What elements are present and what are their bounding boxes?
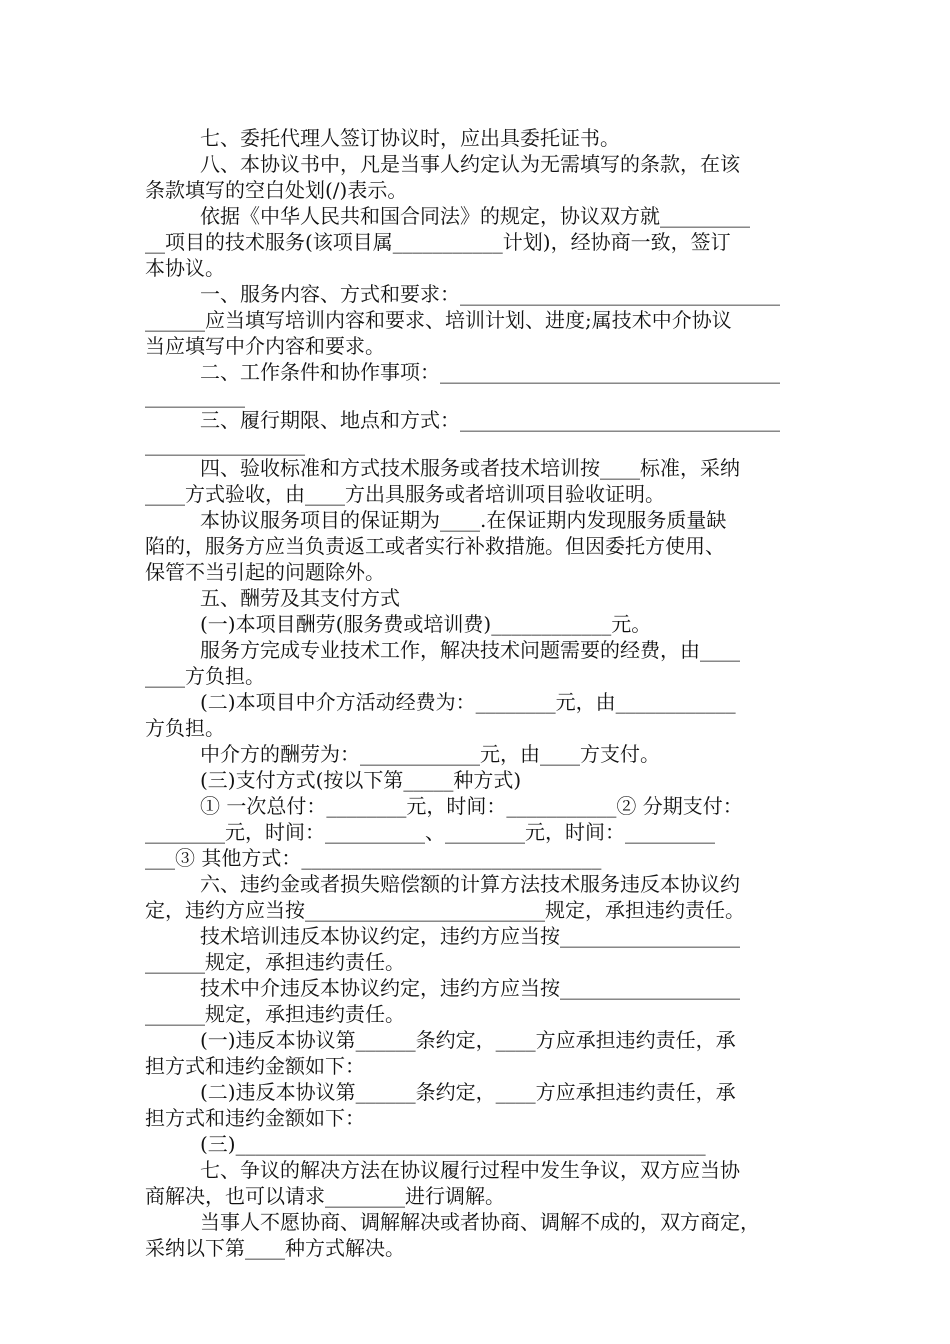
warranty-line3: 保管不当引起的问题除外。 <box>145 560 385 584</box>
preamble-line1: 依据《中华人民共和国合同法》的规定，协议双方就_________ <box>200 204 750 228</box>
section-two-blank: __________ <box>145 384 245 408</box>
breach-item-two-line2: 担方式和违约金额如下： <box>145 1106 365 1130</box>
clause-seven-proxy: 七、委托代理人签订协议时，应出具委托证书。 <box>200 126 620 150</box>
expense-line2: ____方负担。 <box>145 664 265 688</box>
section-seven-dispute-line2: 商解决，也可以请求________进行调解。 <box>145 1184 505 1208</box>
intermediary-breach-line2: ______规定，承担违约责任。 <box>145 1002 405 1026</box>
warranty-line1: 本协议服务项目的保证期为____.在保证期内发现服务质量缺 <box>200 508 727 532</box>
remuneration-fee: (一)本项目酬劳(服务费或培训费)____________元。 <box>200 612 652 636</box>
section-seven-dispute-line1: 七、争议的解决方法在协议履行过程中发生争议，双方应当协 <box>200 1158 740 1182</box>
section-one-line3: 当应填写中介内容和要求。 <box>145 334 385 358</box>
intermediary-fee: 中介方的酬劳为：____________元，由____方支付。 <box>200 742 660 766</box>
section-three-heading: 三、履行期限、地点和方式：________________________________ <box>200 408 780 432</box>
breach-item-one-line2: 担方式和违约金额如下： <box>145 1054 365 1078</box>
section-four-line2: ____方式验收，由____方出具服务或者培训项目验收证明。 <box>145 482 665 506</box>
training-breach-line1: 技术培训违反本协议约定，违约方应当按__________________ <box>200 924 740 948</box>
intermediary-expense-line1: (二)本项目中介方活动经费为：________元，由____________ <box>200 690 736 714</box>
preamble-line2: __项目的技术服务(该项目属___________计划)，经协商一致，签订 <box>145 230 731 254</box>
intermediary-expense-line2: 方负担。 <box>145 716 225 740</box>
preamble-line3: 本协议。 <box>145 256 225 280</box>
payment-options-line2: ________元，时间：__________、________元，时间：_________ <box>145 820 715 844</box>
breach-item-two-line1: (二)违反本协议第______条约定，____方应承担违约责任，承 <box>200 1080 736 1104</box>
warranty-line2: 陷的，服务方应当负责返工或者实行补救措施。但因委托方使用、 <box>145 534 725 558</box>
section-one-heading: 一、服务内容、方式和要求：________________________________ <box>200 282 780 306</box>
section-three-blank: ________________ <box>145 432 305 456</box>
section-four-line1: 四、验收标准和方式技术服务或者技术培训按____标准，采纳 <box>200 456 740 480</box>
payment-options-line3: ___③ 其他方式：______________________________ <box>145 846 602 870</box>
section-five-heading: 五、酬劳及其支付方式 <box>200 586 400 610</box>
breach-item-three: (三)_______________________________________________ <box>200 1132 706 1156</box>
breach-item-one-line1: (一)违反本协议第______条约定，____方应承担违约责任，承 <box>200 1028 736 1052</box>
section-one-line2: ______应当填写培训内容和要求、培训计划、进度;属技术中介协议 <box>145 308 732 332</box>
payment-options-line1: ① 一次总付：________元，时间：___________② 分期支付： <box>200 794 743 818</box>
dispute-resolution-line1: 当事人不愿协商、调解解决或者协商、调解不成的，双方商定， <box>200 1210 760 1234</box>
training-breach-line2: ______规定，承担违约责任。 <box>145 950 405 974</box>
clause-eight-line2: 条款填写的空白处划(/)表示。 <box>145 178 408 202</box>
section-two-heading: 二、工作条件和协作事项：__________________________________ <box>200 360 780 384</box>
intermediary-breach-line1: 技术中介违反本协议约定，违约方应当按__________________ <box>200 976 740 1000</box>
dispute-resolution-line2: 采纳以下第____种方式解决。 <box>145 1236 405 1260</box>
payment-method-heading: (三)支付方式(按以下第_____种方式) <box>200 768 522 792</box>
clause-eight-line1: 八、本协议书中，凡是当事人约定认为无需填写的条款，在该 <box>200 152 740 176</box>
section-six-line1: 六、违约金或者损失赔偿额的计算方法技术服务违反本协议约 <box>200 872 740 896</box>
section-six-line2: 定，违约方应当按________________________规定，承担违约责任。 <box>145 898 745 922</box>
expense-line1: 服务方完成专业技术工作，解决技术问题需要的经费，由____ <box>200 638 740 662</box>
